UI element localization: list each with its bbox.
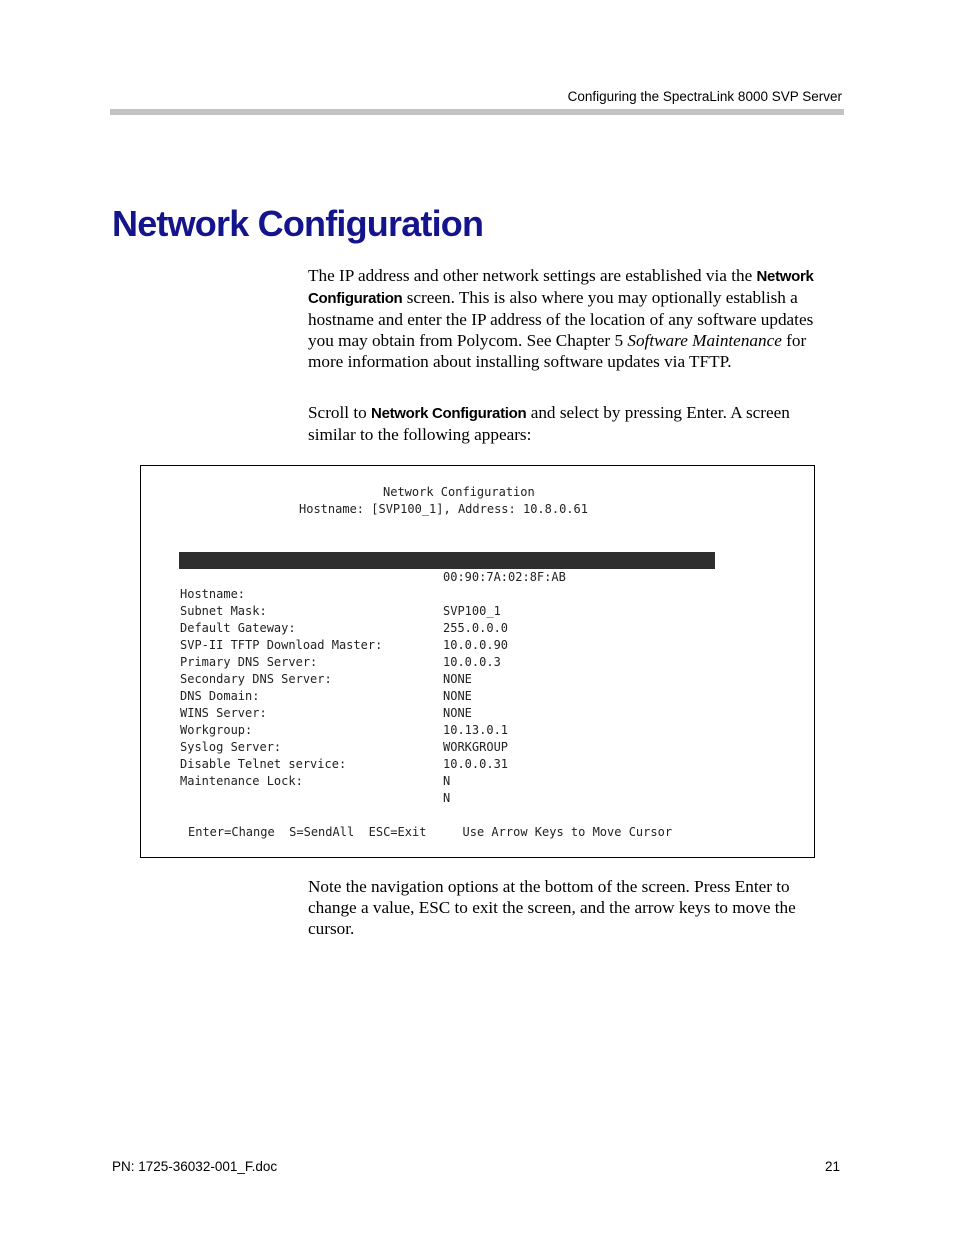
- config-row-maintenance-lock[interactable]: [179, 756, 715, 805]
- config-value: 255.0.0.0: [443, 621, 509, 635]
- config-label: DNS Domain:: [180, 689, 260, 703]
- instruction-paragraph: [308, 402, 840, 445]
- config-value: N: [443, 791, 451, 805]
- chapter-reference: Software Maintenance: [627, 331, 782, 350]
- config-value: 10.0.0.3: [443, 655, 501, 669]
- part-number: PN: 1725-36032-001_F.doc: [112, 1159, 278, 1174]
- note-paragraph: Note the navigation options at the bottom of the screen. Press Enter to change a value, ESC to exit the screen, and the arrow keys to move the cursor.: [308, 877, 796, 938]
- config-label: SVP-II TFTP Download Master:: [180, 638, 383, 652]
- header-rule: [110, 109, 844, 115]
- config-label: Hostname:: [180, 587, 246, 601]
- screen-navigation-hint: Enter=Change S=SendAll ESC=Exit Use Arrow Keys to Move Cursor: [188, 825, 673, 839]
- page-title: Network Configuration: [112, 203, 484, 244]
- config-label: IP Address:: [180, 570, 260, 584]
- config-value: NONE: [443, 689, 472, 703]
- intro-text-1: The IP address and other network settings are established via the: [308, 266, 757, 285]
- config-label: WINS Server:: [180, 706, 267, 720]
- config-label: Subnet Mask:: [180, 604, 267, 618]
- ui-term-network-configuration-2: Network Configuration: [371, 405, 527, 422]
- config-value: NONE: [443, 706, 472, 720]
- config-value: WORKGROUP: [443, 740, 509, 754]
- terminal-screen: [140, 465, 815, 858]
- config-value: NONE: [443, 672, 472, 686]
- config-label: Disable Telnet service:: [180, 757, 347, 771]
- running-header: Configuring the SpectraLink 8000 SVP Server: [567, 89, 842, 104]
- config-value: 00:90:7A:02:8F:AB: [443, 570, 566, 584]
- intro-text-2: screen. This is also where you may optionally establish a hostname and enter the IP address of the location of any software updates you may obtain from Polycom. See Chapter 5: [308, 288, 814, 350]
- config-label: Primary DNS Server:: [180, 655, 318, 669]
- config-value: 10.0.0.90: [443, 638, 509, 652]
- intro-paragraph: [308, 265, 840, 372]
- intro-text-3: for more information about installing software updates via TFTP.: [308, 331, 807, 371]
- config-value: N: [443, 774, 451, 788]
- config-value: 10.13.0.1: [443, 723, 509, 737]
- page-number: 21: [824, 1159, 840, 1174]
- config-label: Syslog Server:: [180, 740, 282, 754]
- config-label: Default Gateway:: [180, 621, 296, 635]
- screen-title: Network Configuration: [383, 485, 535, 499]
- config-label: Secondary DNS Server:: [180, 672, 332, 686]
- config-value: 10.8.0.61: [443, 587, 509, 601]
- screen-host-line: Hostname: [SVP100_1], Address: 10.8.0.61: [299, 502, 588, 516]
- config-label: Workgroup:: [180, 723, 253, 737]
- config-value: SVP100_1: [443, 604, 501, 618]
- config-value: 10.0.0.31: [443, 757, 509, 771]
- config-label: Maintenance Lock:: [180, 774, 303, 788]
- instruction-text-2: and select by pressing Enter. A screen similar to the following appears:: [308, 403, 790, 444]
- instruction-text-1: Scroll to: [308, 403, 372, 422]
- ui-term-network-configuration: Network Configuration: [308, 268, 814, 307]
